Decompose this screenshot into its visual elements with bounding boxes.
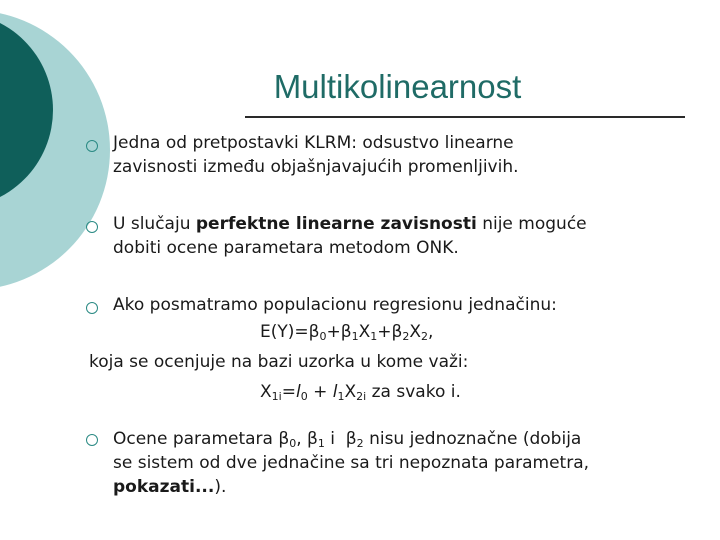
bullet-2: [113, 212, 587, 260]
bullet-icon: [86, 140, 98, 152]
subscript: 1: [337, 390, 345, 403]
subscript: 2i: [356, 390, 367, 403]
eq-part: +β: [377, 322, 403, 342]
text-span: nisu jednoznačne (dobija: [363, 429, 582, 449]
bullet-icon: [86, 302, 98, 314]
bullet-1: [113, 131, 519, 179]
bullet-3-line-1: Ako posmatramo populacionu regresionu jednačinu:: [113, 295, 557, 315]
bullet-4-line-2: se sistem od dve jednačine sa tri nepoznata parametra,: [113, 453, 590, 473]
eq-part: =: [281, 382, 296, 402]
subscript: 1: [317, 437, 325, 450]
subscript: 1i: [271, 390, 282, 403]
eq-part: +: [307, 382, 333, 402]
bold-term: pokazati...: [113, 477, 215, 497]
eq-part: X: [344, 382, 357, 402]
eq-part: E(Y)=β: [260, 322, 320, 342]
bullet-2-line-2: dobiti ocene parametara metodom ONK.: [113, 238, 459, 258]
bullet-icon: [86, 221, 98, 233]
bold-term: perfektne linearne zavisnosti: [195, 214, 477, 234]
subscript: 0: [319, 330, 327, 343]
text-span: ).: [214, 477, 227, 497]
bullet-1-line-2: zavisnosti između objašnjavajućih promenljivih.: [113, 157, 519, 177]
eq-part: za svako i.: [366, 382, 461, 402]
bullet-4-line-3: [113, 475, 589, 499]
title-divider: [245, 116, 685, 118]
subscript: 1: [370, 330, 378, 343]
subscript: 0: [289, 437, 297, 450]
slide-title: Multikolinearnost: [273, 68, 522, 105]
bullet-4: [113, 427, 589, 499]
subscript: 0: [300, 390, 308, 403]
bullet-3-line-3: koja se ocenjuje na bazi uzorka u kome važi:: [89, 352, 469, 372]
text-span: , β: [296, 429, 318, 449]
bullet-1-line-1: Jedna od pretpostavki KLRM: odsustvo linearne: [113, 133, 514, 153]
eq-part: +β: [326, 322, 352, 342]
eq-part: X: [358, 322, 371, 342]
bullet-icon: [86, 434, 98, 446]
text-span: U slučaju: [113, 214, 196, 234]
bullet-4-line-1: [113, 427, 589, 451]
subscript: 2: [420, 330, 428, 343]
eq-part: l: [332, 382, 338, 402]
eq-part: X: [409, 322, 421, 342]
population-equation: [260, 320, 433, 344]
subscript: 1: [351, 330, 359, 343]
eq-part: l: [295, 382, 301, 402]
text-span: i β: [324, 429, 357, 449]
bullet-2-line-1: [113, 212, 587, 236]
subscript: 2: [402, 330, 410, 343]
subscript: 2: [356, 437, 364, 450]
eq-part: ,: [427, 322, 434, 342]
eq-part: X: [260, 382, 272, 402]
text-span: Ocene parametara β: [113, 429, 290, 449]
sample-equation: [260, 380, 461, 404]
text-span: nije moguće: [476, 214, 587, 234]
